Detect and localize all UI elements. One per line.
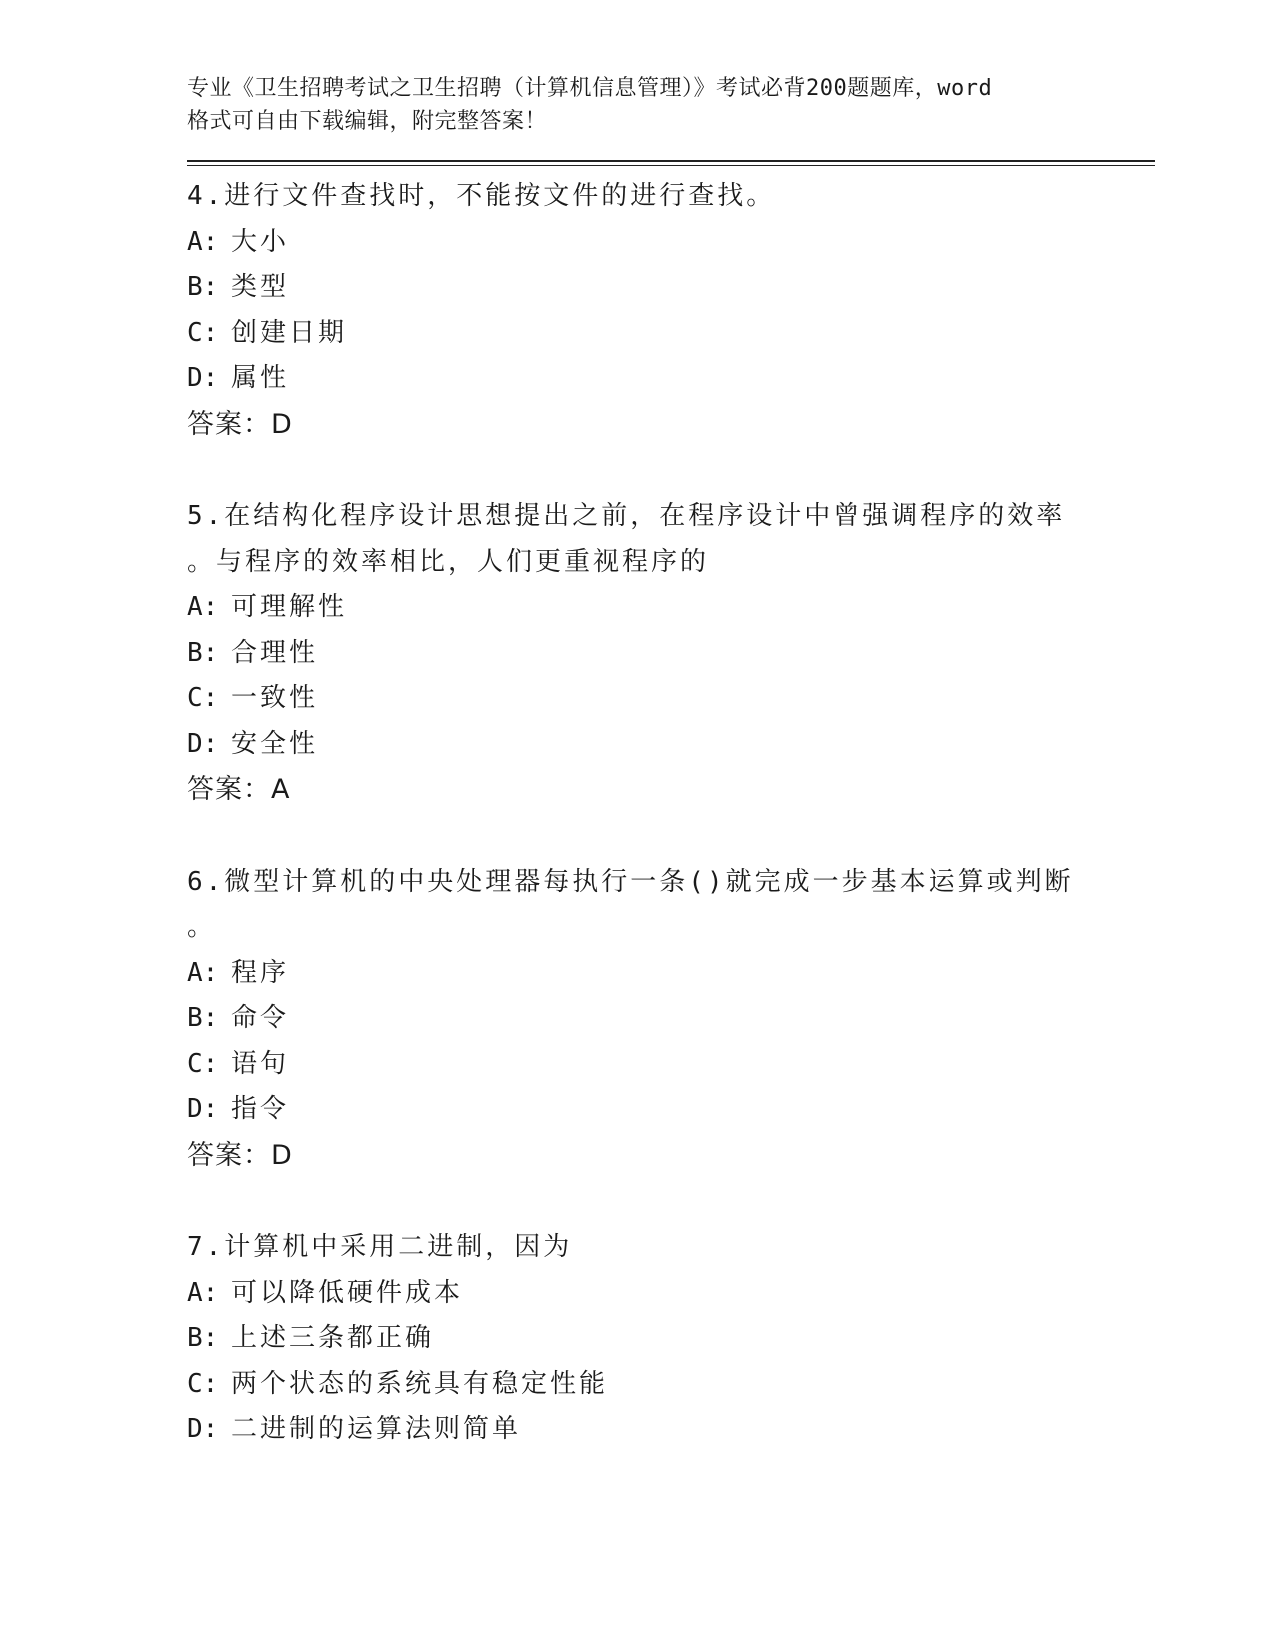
option-letter: C: (187, 683, 219, 713)
option-text: 指令 (231, 1094, 290, 1124)
option-letter: D: (187, 1414, 219, 1444)
question-stem: 6.微型计算机的中央处理器每执行一条()就完成一步基本运算或判断 (187, 866, 1074, 897)
option-text: 属性 (231, 363, 290, 393)
answer-key: 答案：A (187, 774, 291, 805)
option-letter: A: (187, 592, 219, 622)
option-text: 可理解性 (231, 592, 348, 622)
question-stem: 7.计算机中采用二进制，因为 (187, 1232, 573, 1262)
answer-option (187, 722, 1152, 768)
document-page (187, 72, 1152, 1500)
option-text: 可以降低硬件成本 (231, 1277, 464, 1308)
option-letter: C: (187, 1048, 219, 1079)
answer-option (187, 676, 1152, 722)
answer-option (187, 311, 1152, 357)
question-list (187, 174, 1152, 1453)
option-letter: C: (187, 1368, 219, 1399)
question-block (187, 494, 1152, 813)
answer-option (187, 951, 1152, 997)
question-block (187, 1225, 1152, 1453)
answer-option (187, 1271, 1152, 1317)
answer-key: 答案：D (187, 1139, 293, 1171)
answer-option (187, 585, 1152, 631)
option-text: 语句 (231, 1048, 290, 1079)
option-letter: D: (187, 1094, 219, 1124)
option-text: 合理性 (231, 637, 319, 668)
answer-option (187, 1316, 1152, 1362)
answer-key: 答案：D (187, 408, 293, 440)
option-letter: C: (187, 317, 219, 348)
question-stem: 5.在结构化程序设计思想提出之前，在程序设计中曾强调程序的效率 (187, 501, 1066, 531)
question-stem: 。与程序的效率相比，人们更重视程序的 (187, 546, 710, 577)
question-block (187, 860, 1152, 1179)
option-letter: A: (187, 957, 219, 988)
option-letter: A: (187, 1277, 219, 1308)
option-text: 命令 (231, 1003, 290, 1033)
answer-option (187, 1042, 1152, 1088)
answer-option (187, 1407, 1152, 1453)
option-letter: B: (187, 272, 219, 302)
header-line-1: 专业《卫生招聘考试之卫生招聘（计算机信息管理）》考试必背200题题库，word (187, 76, 993, 101)
option-text: 二进制的运算法则简单 (231, 1414, 522, 1444)
header-divider (187, 160, 1155, 166)
question-stem: 4.进行文件查找时，不能按文件的进行查找。 (187, 181, 776, 211)
answer-option (187, 265, 1152, 311)
option-text: 一致性 (231, 683, 319, 713)
document-header (187, 72, 1152, 138)
answer-option (187, 1362, 1152, 1408)
question-block (187, 174, 1152, 447)
answer-option (187, 996, 1152, 1042)
option-text: 上述三条都正确 (231, 1323, 435, 1353)
option-letter: B: (187, 1323, 219, 1353)
option-text: 大小 (231, 226, 290, 257)
question-stem: 。 (187, 912, 217, 942)
option-text: 类型 (231, 272, 290, 302)
header-line-2: 格式可自由下载编辑，附完整答案！ (187, 109, 548, 134)
answer-option (187, 631, 1152, 677)
option-text: 创建日期 (231, 317, 348, 348)
option-letter: D: (187, 728, 219, 759)
answer-option (187, 356, 1152, 402)
option-letter: B: (187, 1003, 219, 1033)
option-letter: D: (187, 363, 219, 393)
option-text: 两个状态的系统具有稳定性能 (231, 1368, 609, 1399)
option-letter: A: (187, 226, 219, 257)
option-letter: B: (187, 637, 219, 668)
option-text: 程序 (231, 957, 290, 988)
option-text: 安全性 (231, 728, 319, 759)
answer-option (187, 1087, 1152, 1133)
answer-option (187, 220, 1152, 266)
